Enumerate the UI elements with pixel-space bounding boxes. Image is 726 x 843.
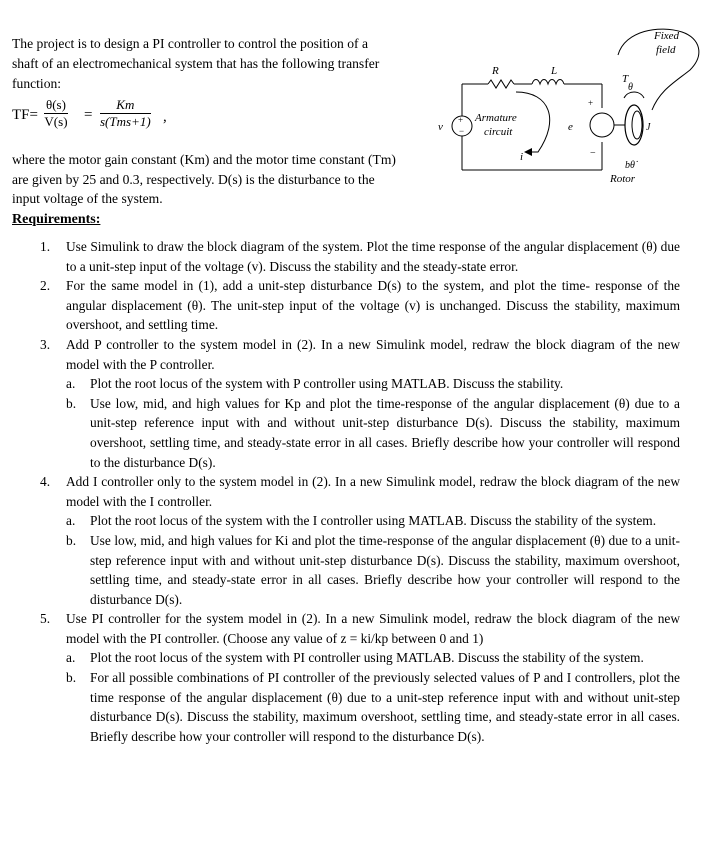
source-minus: − xyxy=(459,126,465,136)
list-subitem xyxy=(40,374,680,394)
label-circuit: circuit xyxy=(484,126,513,138)
motor-circuit-diagram xyxy=(420,20,720,195)
intro-line: function: xyxy=(12,76,62,91)
resistor-symbol xyxy=(488,80,514,88)
intro-line: shaft of an electromechanical system that has the following transfer xyxy=(12,56,380,71)
list-item xyxy=(40,276,680,335)
subitem-text: Plot the root locus of the system with the I controller using MATLAB. Discuss the stability of the system. xyxy=(90,513,657,529)
fraction-km xyxy=(100,97,151,130)
tf-comma: , xyxy=(163,109,167,125)
list-item xyxy=(40,237,680,276)
item-text: Use PI controller for the system model in (2). In a new Simulink model, redraw the block diagram of the new model with the PI controller. (Choose any value of z = ki/kp between 0 and 1) xyxy=(66,611,680,646)
current-loop-arrow xyxy=(516,92,550,152)
current-arrowhead xyxy=(524,148,532,156)
intro-line: The project is to design a PI controller to control the position of a xyxy=(12,36,368,51)
item-number: 4. xyxy=(40,474,51,490)
label-i: i xyxy=(520,151,524,163)
subitem-letter: a. xyxy=(66,513,76,529)
label-b-theta-dot: bθ̇ xyxy=(625,160,635,171)
label-armature: Armature xyxy=(475,112,517,124)
label-theta-top: θ xyxy=(628,82,633,93)
fixed-field-label-2: field xyxy=(656,44,676,56)
subitem-text: Use low, mid, and high values for Kp and plot the time-response of the angular displacement (θ) due to a unit-step reference input with and without unit-step disturbance D(s). Discuss the stability, maximum overshoot, settling time, and steady-state error in all cases. Briefly describe how your controller will respond to the disturbance D(s). xyxy=(90,395,680,470)
subitem-text: Use low, mid, and high values for Ki and plot the time-response of the angular displacement (θ) due to a unit-step reference input with and without unit-step disturbance D(s). Discuss the stability, maximum overshoot, settling time, and steady-state error in all cases. Briefly describe how your controller will respond to the disturbance D(s). xyxy=(90,532,680,607)
item-number: 3. xyxy=(40,336,51,352)
label-J: J xyxy=(646,122,651,133)
params-line: input voltage of the system. xyxy=(12,191,163,206)
rotor-inner xyxy=(632,111,642,139)
subitem-letter: a. xyxy=(66,650,76,666)
subitem-text: Plot the root locus of the system with P controller using MATLAB. Discuss the stability. xyxy=(90,376,564,392)
item-number: 5. xyxy=(40,611,51,627)
equals-sign: = xyxy=(84,107,93,123)
label-e: e xyxy=(568,121,573,133)
subitem-text: For all possible combinations of PI controller of the previously selected values of P and I controllers, plot the time response of the angular displacement (θ) due to a unit-step reference input with and without unit-step disturbance D(s). Discuss the stability, maximum overshoot, settling time, and steady-state error in all cases. Briefly describe how your controller will respond to the disturbance D(s). xyxy=(90,670,680,744)
list-subitem xyxy=(40,648,680,668)
torque-arrow xyxy=(624,92,644,98)
label-L: L xyxy=(551,65,558,77)
subitem-letter: b. xyxy=(66,395,77,411)
list-subitem xyxy=(40,394,680,472)
motor-minus: − xyxy=(590,148,596,159)
label-rotor: Rotor xyxy=(610,173,636,185)
requirements-heading: Requirements: xyxy=(12,212,101,227)
intro-paragraph xyxy=(12,34,420,94)
subitem-letter: b. xyxy=(66,670,77,686)
label-T: T xyxy=(622,73,629,85)
frac2-numerator: Km xyxy=(100,97,151,114)
list-subitem xyxy=(40,531,680,609)
motor-armature xyxy=(590,113,614,137)
frac1-numerator: θ(s) xyxy=(46,97,66,112)
params-line: are given by 25 and 0.3, respectively. D(s) is the disturbance to the xyxy=(12,171,375,187)
motor-plus: + xyxy=(588,98,594,108)
item-number: 2. xyxy=(40,278,51,294)
requirements-list xyxy=(40,237,680,746)
parameters-paragraph xyxy=(12,150,420,209)
subitem-text: Plot the root locus of the system with PI controller using MATLAB. Discuss the stability of the system. xyxy=(90,650,644,666)
inductor-symbol xyxy=(532,80,564,85)
params-line: where the motor gain constant (Km) and the motor time constant (Tm) xyxy=(12,152,396,167)
frac2-denominator: s(Tms+1) xyxy=(100,114,151,129)
list-item xyxy=(40,609,680,648)
frac1-denominator: V(s) xyxy=(44,114,68,129)
source-plus: + xyxy=(458,115,464,125)
list-item xyxy=(40,472,680,511)
label-R: R xyxy=(492,65,499,77)
item-text: For the same model in (1), add a unit-step disturbance D(s) to the system, and plot the time- response of the angular displacement (θ). The unit-step input of the voltage (v) is unchanged. Discuss the stability, maximum overshoot, and settling time. xyxy=(66,278,680,333)
subitem-letter: b. xyxy=(66,532,77,548)
subitem-letter: a. xyxy=(66,376,76,392)
label-v: v xyxy=(438,121,443,133)
fixed-field-label: Fixed xyxy=(654,30,680,42)
list-item xyxy=(40,335,680,374)
item-text: Add P controller to the system model in (2). In a new Simulink model, redraw the block diagram of the new model with the P controller. xyxy=(66,336,680,372)
item-text: Add I controller only to the system model in (2). In a new Simulink model, redraw the block diagram of the new model with the I controller. xyxy=(66,474,680,509)
fraction-theta-over-v xyxy=(44,97,68,130)
transfer-function xyxy=(12,95,312,139)
list-subitem xyxy=(40,511,680,531)
list-subitem xyxy=(40,668,680,746)
tf-label: TF= xyxy=(12,107,38,123)
item-number: 1. xyxy=(40,239,51,254)
item-text: Use Simulink to draw the block diagram of the system. Plot the time response of the angular displacement (θ) due to a unit-step input of the voltage (v). Discuss the stability and the steady-state error. xyxy=(66,239,680,274)
